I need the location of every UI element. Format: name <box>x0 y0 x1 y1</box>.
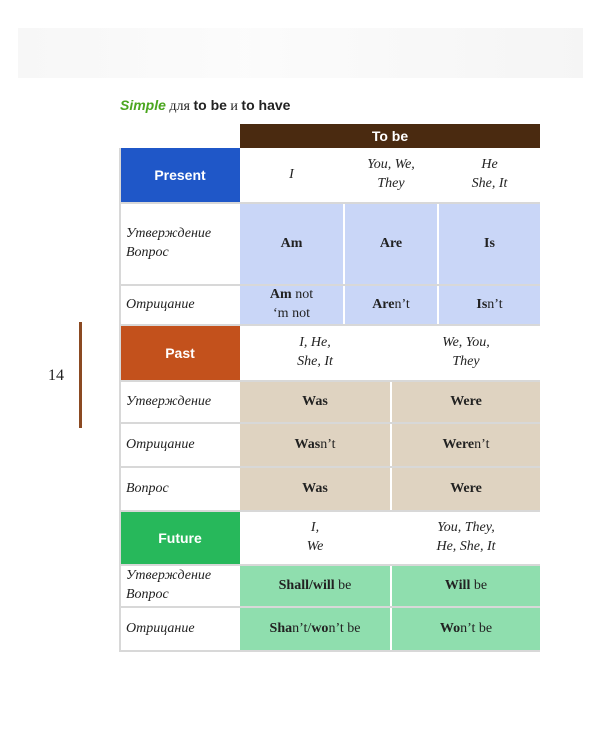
past-form: Was <box>240 468 390 510</box>
table-divider <box>120 284 540 286</box>
present-form: Is <box>439 204 540 284</box>
page-number-bar <box>79 322 82 428</box>
past-subject: I, He, She, It <box>240 326 390 380</box>
future-subject: You, They, He, She, It <box>392 512 540 564</box>
table-divider <box>120 380 540 382</box>
present-form: Am <box>240 204 343 284</box>
future-row-label: Утверждение Вопрос <box>120 566 240 606</box>
present-form: Aren’t <box>345 286 437 324</box>
future-form: Will be <box>392 566 540 606</box>
title-mid1: для <box>165 99 194 114</box>
past-row-label: Отрицание <box>120 424 240 466</box>
future-form: Won’t be <box>392 608 540 650</box>
table-divider <box>120 510 540 512</box>
to-be-header: To be <box>240 124 540 148</box>
title-to-be: to be <box>193 97 227 113</box>
present-form: Are <box>345 204 437 284</box>
table-divider <box>120 650 540 652</box>
table-divider <box>120 564 540 566</box>
faded-header-band <box>18 28 583 78</box>
present-row-label: Утверждение Вопрос <box>120 204 240 284</box>
past-subject: We, You, They <box>392 326 540 380</box>
present-subject: He She, It <box>439 148 540 202</box>
future-row-label: Отрицание <box>120 608 240 650</box>
past-row-label: Вопрос <box>120 468 240 510</box>
past-form: Weren’t <box>392 424 540 466</box>
table-divider <box>120 202 540 204</box>
table-divider <box>120 466 540 468</box>
present-form: Am not ‘m not <box>240 286 343 324</box>
future-form: Shan’t/won’t be <box>240 608 390 650</box>
page-title <box>120 97 290 115</box>
present-row-label: Отрицание <box>120 286 240 324</box>
past-form: Were <box>392 468 540 510</box>
table-divider <box>120 324 540 326</box>
present-subject: I <box>240 148 343 202</box>
past-form: Were <box>392 382 540 422</box>
table-left-border <box>119 148 121 652</box>
past-form: Wasn’t <box>240 424 390 466</box>
future-header: Future <box>120 512 240 564</box>
table-divider <box>120 422 540 424</box>
page-number: 14 <box>48 367 64 384</box>
title-to-have: to have <box>241 97 291 113</box>
past-form: Was <box>240 382 390 422</box>
future-subject: I, We <box>240 512 390 564</box>
title-mid2: и <box>226 99 242 114</box>
present-form: Isn’t <box>439 286 540 324</box>
future-form: Shall/will be <box>240 566 390 606</box>
present-subject: You, We, They <box>345 148 437 202</box>
past-row-label: Утверждение <box>120 382 240 422</box>
table-divider <box>120 606 540 608</box>
present-header: Present <box>120 148 240 202</box>
title-simple: Simple <box>120 97 166 113</box>
past-header: Past <box>120 326 240 380</box>
